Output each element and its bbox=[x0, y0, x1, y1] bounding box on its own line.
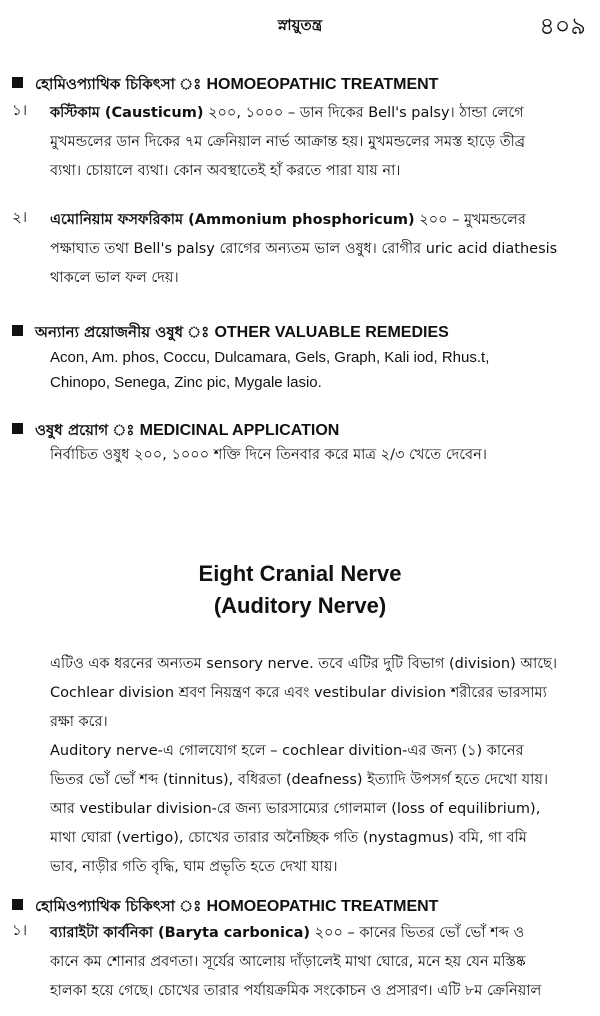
remedy-name: ব্যারাইটা কার্বনিকা (Baryta carbonica) bbox=[50, 925, 310, 941]
remedy-item-baryta-carb: ১। ব্যারাইটা কার্বনিকা (Baryta carbonica) ২০০ – কানের ভিতর ভোঁ ভোঁ শব্দ ও কানে কম শোনার প্রবণতা। সূর্যের আলোয় দাঁড়ালেই মাথা ঘোরে, মনে হয় যেন মস্তিষ্ক হালকা হয়ে গেছে। চোখের তারার পর্যায়ক্রমিক সংকোচন ও প্রসারণ। এটি ৮ম ক্রেনিয়াল bbox=[12, 921, 542, 999]
auditory-nerve-intro: এটিও এক ধরনের অন্যতম sensory nerve. তবে এটির দুটি বিভাগ (division) আছে। Cochlear division শ্রবণ নিয়ন্ত্রণ করে এবং vestibular division শরীরের ভারসাম্য রক্ষা করে। Auditory nerve-এ গোলযোগ হলে – cochlear divition-এর জন্য (১) কানের ভিতর ভোঁ ভোঁ শব্দ (tinnitus), বধিরতা (deafness) ইত্যাদি উপসর্গ হতে দেখো যায়। আর vestibular division-রে জন্য ভারসাম্যের গোলমাল (loss of equilibrium), মাথা ঘোরা (vertigo), চোখের তারার অনৈচ্ছিক গতি (nystagmus) বমি, গা বমি ভাব, নাড়ীর গতি বৃদ্ধি, ঘাম প্রভৃতি হতে দেখা যায়। bbox=[50, 656, 558, 875]
item-number: ১। bbox=[12, 921, 28, 939]
homoeopathic-treatment-section bbox=[12, 74, 590, 293]
homoeopathic-treatment-section-2 bbox=[12, 896, 590, 1006]
chapter-title: Eight Cranial Nerve (Auditory Nerve) bbox=[198, 561, 402, 618]
remedy-item-ammonium-phos: ২। এমোনিয়াম ফসফরিকাম (Ammonium phosphoricum) ২০০ – মুখমন্ডলের পক্ষাঘাত তথা Bell's palsy রোগের অন্যতম ভাল ওষুধ। রোগীর uric acid diathesis থাকলে ভাল ফল দেয়। bbox=[12, 208, 558, 286]
square-bullet-icon bbox=[12, 77, 23, 88]
square-bullet-icon bbox=[12, 423, 23, 434]
medicinal-application-section bbox=[12, 420, 590, 470]
remedy-list-line: Chinopo, Senega, Zinc pic, Mygale lasio. bbox=[50, 374, 322, 391]
remedy-item-causticum: ১। কস্টিকাম (Causticum) ২০০, ১০০০ – ডান দিকের Bell's palsy। ঠান্ডা লেগে মুখমন্ডলের ডান দিকের ৭ম ক্রেনিয়াল নার্ভ আক্রান্ত হয়। মুখমন্ডলের সমস্ত হাড়ে তীব্র ব্যথা। চোয়ালে ব্যথা। কোন অবস্থাতেই হাঁ করতে পারা যায় না। bbox=[12, 101, 526, 179]
remedy-name: এমোনিয়াম ফসফরিকাম (Ammonium phosphoricum) bbox=[50, 212, 415, 228]
remedy-name: কস্টিকাম (Causticum) bbox=[50, 105, 204, 121]
section-heading: ওষুধ প্রয়োগ ঃ MEDICINAL APPLICATION bbox=[12, 420, 590, 441]
remedy-list-line: Acon, Am. phos, Coccu, Dulcamara, Gels, Graph, Kali iod, Rhus.t, bbox=[50, 349, 490, 366]
section-heading: হোমিওপ্যাথিক চিকিৎসা ঃ HOMOEOPATHIC TREATMENT bbox=[12, 74, 590, 95]
item-number: ১। bbox=[12, 101, 28, 119]
page-number: ৪০৯ bbox=[539, 12, 586, 40]
square-bullet-icon bbox=[12, 899, 23, 910]
section-heading: হোমিওপ্যাথিক চিকিৎসা ঃ HOMOEOPATHIC TREATMENT bbox=[12, 896, 590, 917]
section-heading: অন্যান্য প্রয়োজনীয় ওষুধ ঃ OTHER VALUABLE REMEDIES bbox=[12, 322, 590, 343]
application-text: নির্বাচিত ওষুধ ২০০, ১০০০ শক্তি দিনে তিনবার করে মাত্র ২/৩ খেতে দেবেন। bbox=[50, 447, 487, 463]
square-bullet-icon bbox=[12, 325, 23, 336]
item-number: ২। bbox=[12, 208, 28, 226]
other-remedies-section bbox=[12, 322, 590, 395]
running-title: স্নায়ুতন্ত্র bbox=[277, 16, 323, 34]
